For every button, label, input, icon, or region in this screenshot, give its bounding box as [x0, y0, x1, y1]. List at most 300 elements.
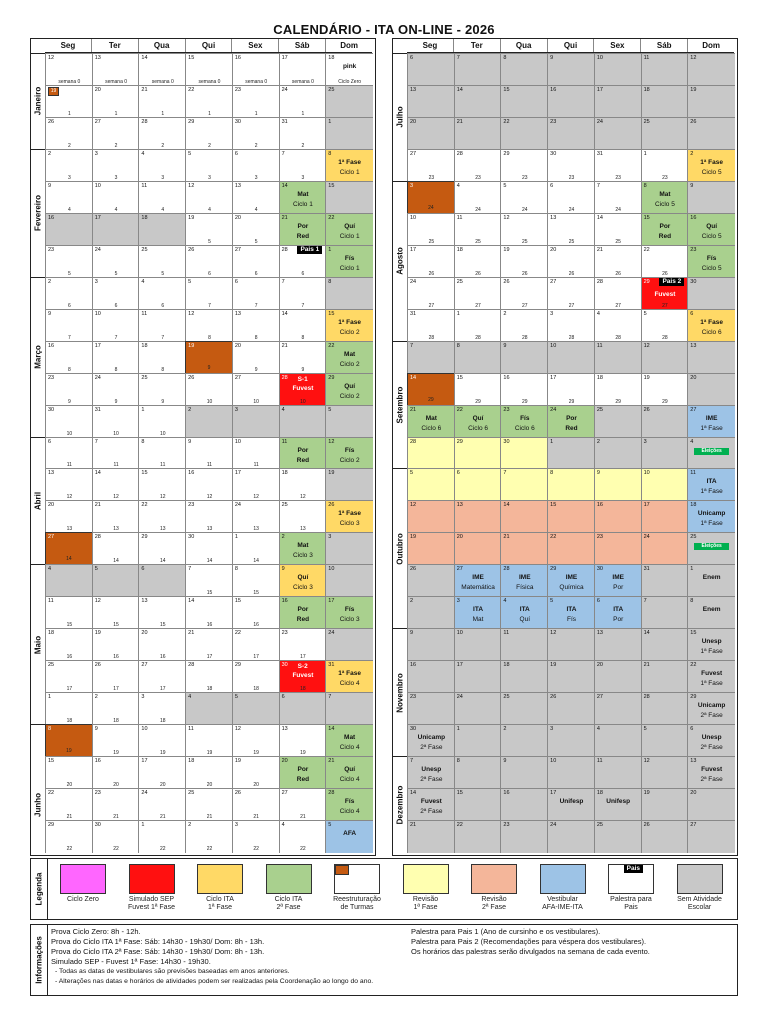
day-cell [279, 756, 327, 789]
day-number: 12 [643, 342, 650, 349]
day-number: 20 [281, 758, 288, 765]
day-number: 26 [328, 502, 335, 509]
day-cell [92, 692, 140, 725]
info-panel [30, 924, 738, 996]
day-cell [232, 341, 280, 374]
day-number: 1 [48, 694, 52, 701]
week-number: 15 [206, 590, 213, 597]
day-number: 2 [596, 438, 600, 445]
day-number: 6 [234, 278, 238, 285]
day-cell [500, 532, 548, 565]
day-number: 17 [328, 598, 335, 605]
day-cell [407, 820, 455, 853]
day-cell [687, 117, 735, 150]
day-cell [641, 373, 689, 406]
day-number: 7 [596, 182, 600, 189]
event-line: 2ª Fase [700, 712, 723, 720]
day-cell [687, 213, 735, 246]
day-cell [185, 500, 233, 533]
day-number: 15 [48, 758, 55, 765]
week-number: 21 [66, 814, 73, 821]
week-number: 20 [66, 782, 73, 789]
weekday-label: Qua [500, 39, 547, 52]
day-number: 2 [188, 822, 192, 829]
day-number: 9 [94, 726, 98, 733]
day-number: 29 [690, 694, 697, 701]
day-number: 12 [188, 310, 195, 317]
day-cell [45, 277, 93, 310]
day-number: 16 [48, 342, 55, 349]
pais-badge: Pais 1 [297, 246, 322, 254]
day-number: 31 [94, 406, 101, 413]
day-number: 26 [550, 694, 557, 701]
day-number: 21 [410, 822, 417, 829]
day-number: 11 [643, 55, 650, 61]
week-number: 29 [521, 398, 528, 405]
event-line: Ciclo 2 [339, 456, 360, 464]
day-cell [500, 53, 548, 86]
event-line: Por [297, 222, 309, 230]
day-number: 20 [456, 534, 463, 541]
day-cell [500, 373, 548, 406]
week-number: 13 [253, 526, 259, 533]
event-line: Fuvest [701, 766, 723, 774]
day-cell [687, 756, 735, 789]
legend-item [462, 859, 526, 912]
day-cell [547, 692, 595, 725]
week-number: 9 [161, 398, 165, 405]
week-number: 15 [66, 622, 73, 629]
info-heading [31, 925, 48, 995]
day-number: 31 [596, 150, 603, 157]
event-line: Por [297, 766, 309, 774]
day-number: 30 [188, 534, 195, 541]
day-number: 30 [94, 822, 101, 829]
event-line: Ciclo 6 [701, 328, 722, 336]
day-number: 3 [234, 406, 238, 413]
week-number: 11 [160, 462, 166, 469]
legend-label: Sem Atividade Escolar [677, 896, 722, 911]
week-number: 23 [615, 174, 621, 181]
day-number: 19 [550, 662, 557, 669]
day-number: 11 [141, 182, 148, 189]
legend-item [257, 859, 321, 912]
week-number: 14 [113, 558, 119, 565]
week-number: 10 [113, 430, 119, 437]
day-cell [185, 309, 233, 342]
day-cell [45, 405, 93, 438]
day-cell [687, 724, 735, 757]
day-number: 4 [503, 598, 507, 605]
day-cell [454, 468, 502, 501]
day-cell [232, 500, 280, 533]
day-cell [407, 53, 455, 86]
day-number: 29 [328, 374, 335, 381]
day-number: 2 [188, 406, 192, 413]
month-name: Fevereiro [33, 195, 43, 232]
event-line: Red [565, 424, 578, 432]
day-cell [92, 756, 140, 789]
week-number: 29 [662, 398, 668, 405]
day-number: 9 [503, 758, 507, 765]
day-number: 28 [410, 438, 417, 445]
week-number: 6 [301, 270, 305, 277]
day-cell [687, 405, 735, 438]
week-number: 23 [475, 174, 481, 181]
day-cell [138, 532, 186, 565]
month-name: Novembro [395, 672, 405, 713]
month-label-fevereiro [31, 149, 45, 277]
day-cell [325, 692, 373, 725]
event-line: ITA [473, 606, 484, 614]
day-cell [279, 341, 327, 374]
event-line: Fís [344, 254, 355, 262]
event-line: Red [658, 232, 672, 240]
calendar-title: CALENDÁRIO - ITA ON-LINE - 2026 [273, 22, 495, 37]
day-number: 29 [188, 118, 195, 125]
day-cell [232, 373, 280, 406]
month-name: Julho [395, 106, 405, 129]
day-number: 18 [48, 630, 55, 637]
week-number: 27 [475, 302, 481, 309]
day-cell [279, 117, 327, 150]
day-number: 5 [643, 310, 647, 317]
week-number: 18 [113, 718, 119, 725]
day-number: 22 [690, 662, 697, 669]
event-line: ITA [519, 606, 530, 614]
week-number: 11 [66, 462, 72, 469]
event-line: Ciclo 5 [701, 264, 722, 272]
week-number: 10 [300, 398, 306, 405]
day-number: 18 [596, 790, 603, 797]
day-cell [325, 85, 373, 118]
event-line: Unicamp [417, 734, 446, 742]
event-line: AFA [343, 830, 357, 838]
day-cell [279, 692, 327, 725]
week-number: semana 0 [245, 78, 268, 85]
day-cell [185, 820, 233, 853]
day-number: 21 [596, 246, 603, 253]
event-line: Ciclo 5 [654, 200, 675, 208]
event-line: Fís [344, 798, 355, 806]
week-number: 28 [428, 334, 435, 341]
day-cell [547, 117, 595, 150]
legend-swatch [608, 864, 654, 894]
day-cell [232, 564, 280, 597]
event-line: 1ª Fase [700, 648, 723, 656]
event-line: Quí [297, 574, 309, 582]
week-number: 1 [67, 110, 71, 117]
day-number: 21 [141, 86, 148, 93]
day-number: 15 [328, 182, 335, 189]
legend-label: Reestruturação de Turmas [333, 896, 381, 911]
week-number: 23 [521, 174, 528, 181]
day-cell [325, 405, 373, 438]
day-number: 15 [234, 598, 241, 605]
day-number: 10 [94, 182, 101, 189]
day-number: 7 [188, 566, 192, 573]
week-number: 28 [475, 334, 481, 341]
day-number: 6 [141, 566, 145, 573]
day-cell [279, 181, 327, 214]
week-number: 11 [113, 462, 119, 469]
week-number: 26 [615, 270, 621, 277]
day-cell [138, 309, 186, 342]
week-number: 21 [206, 814, 213, 821]
day-number: 20 [690, 374, 697, 381]
day-cell [325, 468, 373, 501]
day-cell [594, 85, 642, 118]
day-number: 22 [328, 214, 335, 221]
day-number: 15 [328, 310, 335, 317]
day-cell [407, 724, 455, 757]
day-cell [185, 564, 233, 597]
week-number: 18 [253, 686, 259, 693]
day-cell [92, 149, 140, 182]
day-number: 17 [410, 246, 417, 253]
week-number: 26 [475, 270, 481, 277]
day-number: 23 [690, 246, 697, 253]
week-number: 24 [521, 206, 528, 213]
event-line: 2ª Fase [420, 776, 443, 784]
day-number: 21 [503, 534, 510, 541]
week-number: 7 [67, 334, 71, 341]
event-line: Matemática [461, 584, 495, 592]
day-number: 17 [281, 55, 288, 61]
event-line: Ciclo 1 [339, 168, 360, 176]
day-cell [45, 532, 93, 565]
day-cell [138, 500, 186, 533]
day-cell [92, 724, 140, 757]
event-line: Mat [472, 616, 484, 624]
week-number: 8 [161, 366, 165, 373]
day-number: 7 [281, 278, 285, 285]
day-cell [547, 788, 595, 821]
day-number: 2 [94, 694, 98, 701]
day-cell [687, 692, 735, 725]
day-number: 28 [503, 566, 510, 573]
week-number: 5 [161, 270, 165, 277]
day-cell [547, 85, 595, 118]
day-cell [92, 820, 140, 853]
day-cell [325, 117, 373, 150]
event-line: Quí [344, 382, 356, 390]
weekday-label: Qua [138, 39, 185, 52]
day-number: 24 [550, 822, 557, 829]
day-cell [279, 149, 327, 182]
event-line: Ciclo 4 [339, 744, 360, 752]
weekday-label: Seg [422, 41, 438, 50]
event-line: Ciclo 5 [701, 168, 722, 176]
week-number: 6 [208, 270, 211, 277]
week-number: 4 [161, 206, 165, 213]
day-number: 4 [281, 406, 285, 413]
week-number: 1 [254, 110, 258, 117]
week-number: 4 [254, 206, 258, 213]
day-number: 29 [48, 822, 55, 829]
day-number: 4 [141, 150, 145, 157]
day-number: 18 [596, 374, 603, 381]
day-cell [687, 277, 735, 310]
week-number: 27 [662, 302, 668, 309]
day-number: 3 [328, 534, 332, 541]
week-number: 26 [568, 270, 575, 277]
day-number: 28 [141, 118, 148, 125]
day-number: 10 [410, 214, 417, 221]
day-cell [92, 85, 140, 118]
day-cell [407, 532, 455, 565]
day-number: 13 [48, 470, 55, 477]
day-cell [92, 309, 140, 342]
legend-label: Ciclo ITA 2ª Fase [274, 896, 303, 911]
day-number: 29 [234, 662, 241, 669]
week-number: 23 [662, 174, 668, 181]
day-cell [407, 756, 455, 789]
day-cell [687, 149, 735, 182]
day-number: 28 [188, 662, 195, 669]
day-number: 16 [550, 86, 557, 93]
week-number: 28 [662, 334, 668, 341]
week-number: 3 [114, 174, 118, 181]
month-name: Dezembro [395, 785, 405, 824]
day-cell [45, 660, 93, 693]
day-number: 17 [456, 662, 463, 669]
info-note: - Alterações nas datas e horários de atividades podem ser realizadas pela Coordenação ao longo do ano. [55, 978, 374, 985]
day-number: 26 [188, 374, 195, 381]
day-cell [641, 309, 689, 342]
week-number: semana 0 [105, 78, 128, 85]
day-cell [641, 500, 689, 533]
day-cell [325, 181, 373, 214]
day-cell [92, 788, 140, 821]
day-cell [641, 213, 689, 246]
week-number: 7 [301, 302, 305, 309]
day-cell [641, 596, 689, 629]
day-cell [232, 213, 280, 246]
day-number: 14 [503, 502, 510, 509]
day-number: 2 [690, 150, 694, 157]
day-number: 6 [550, 182, 554, 189]
week-number: 5 [67, 270, 71, 277]
day-cell [407, 181, 455, 214]
day-number: 16 [234, 55, 241, 61]
day-cell [687, 85, 735, 118]
week-number: 14 [206, 558, 213, 565]
day-number: 16 [596, 502, 603, 509]
week-number: 2 [161, 142, 165, 149]
day-number: 11 [188, 726, 194, 733]
day-cell [500, 628, 548, 661]
day-number: 29 [456, 438, 463, 445]
day-number: 20 [141, 630, 148, 637]
day-cell [138, 468, 186, 501]
week-number: 19 [253, 750, 259, 757]
day-number: 19 [690, 86, 697, 93]
day-number: 27 [456, 566, 463, 573]
day-number: 30 [234, 118, 241, 125]
day-cell [45, 117, 93, 150]
info-title: Informações [34, 936, 44, 984]
day-cell [547, 341, 595, 374]
day-cell [407, 405, 455, 438]
day-number: 6 [410, 55, 414, 61]
week-number: 24 [475, 206, 481, 213]
day-number: 15 [456, 790, 463, 797]
event-line: ITA [613, 606, 624, 614]
week-number: 13 [66, 526, 73, 533]
day-number: 5 [410, 470, 414, 477]
day-number: 3 [550, 310, 554, 317]
day-number: 5 [328, 822, 332, 829]
day-number: 26 [503, 278, 510, 285]
day-number: 7 [503, 470, 507, 477]
day-cell [641, 724, 689, 757]
day-cell [500, 724, 548, 757]
legend-panel [30, 858, 738, 920]
event-line: Red [296, 776, 310, 784]
day-cell [594, 532, 642, 565]
day-number: 17 [94, 214, 101, 221]
day-number: 28 [281, 374, 288, 381]
day-cell [594, 756, 642, 789]
week-number: 17 [66, 686, 73, 693]
day-cell [500, 117, 548, 150]
day-number: 9 [550, 55, 554, 61]
day-number: 7 [643, 598, 647, 605]
event-line: Ciclo 3 [292, 584, 313, 592]
day-cell [500, 500, 548, 533]
week-number: 15 [159, 622, 166, 629]
info-line: Palestra para Pais 2 (Recomendações para véspera dos vestibulares). [411, 937, 647, 946]
week-number: 19 [66, 748, 72, 755]
day-cell [641, 756, 689, 789]
event-line: ITA [566, 606, 577, 614]
day-number: 12 [48, 55, 55, 61]
day-cell [547, 724, 595, 757]
day-cell [641, 660, 689, 693]
month-label-novembro [393, 628, 407, 756]
legend-item [394, 859, 458, 912]
event-line: Ciclo 6 [421, 424, 442, 432]
week-number: 19 [300, 750, 306, 757]
day-cell [594, 341, 642, 374]
day-number: 27 [690, 822, 697, 829]
day-cell [687, 628, 735, 661]
day-number: 1 [690, 566, 694, 573]
week-number: 14 [66, 556, 72, 563]
day-number: 20 [690, 790, 697, 797]
day-cell [45, 181, 93, 214]
day-number: 16 [690, 214, 697, 221]
legend-label: Ciclo ITA 1ª Fase [206, 896, 234, 911]
day-cell [325, 532, 373, 565]
day-number: 27 [690, 406, 697, 413]
day-cell [325, 245, 373, 278]
day-cell [185, 373, 233, 406]
day-cell [687, 373, 735, 406]
day-cell [325, 756, 373, 789]
legend-swatch [334, 864, 380, 894]
day-cell [232, 245, 280, 278]
day-cell [279, 596, 327, 629]
day-number: 15 [690, 630, 697, 637]
day-number: 5 [94, 566, 98, 573]
day-number: 22 [456, 406, 463, 413]
day-number: 9 [596, 470, 600, 477]
event-line: 2ª Fase [420, 744, 443, 752]
day-number: 15 [643, 214, 650, 221]
day-cell [454, 628, 502, 661]
